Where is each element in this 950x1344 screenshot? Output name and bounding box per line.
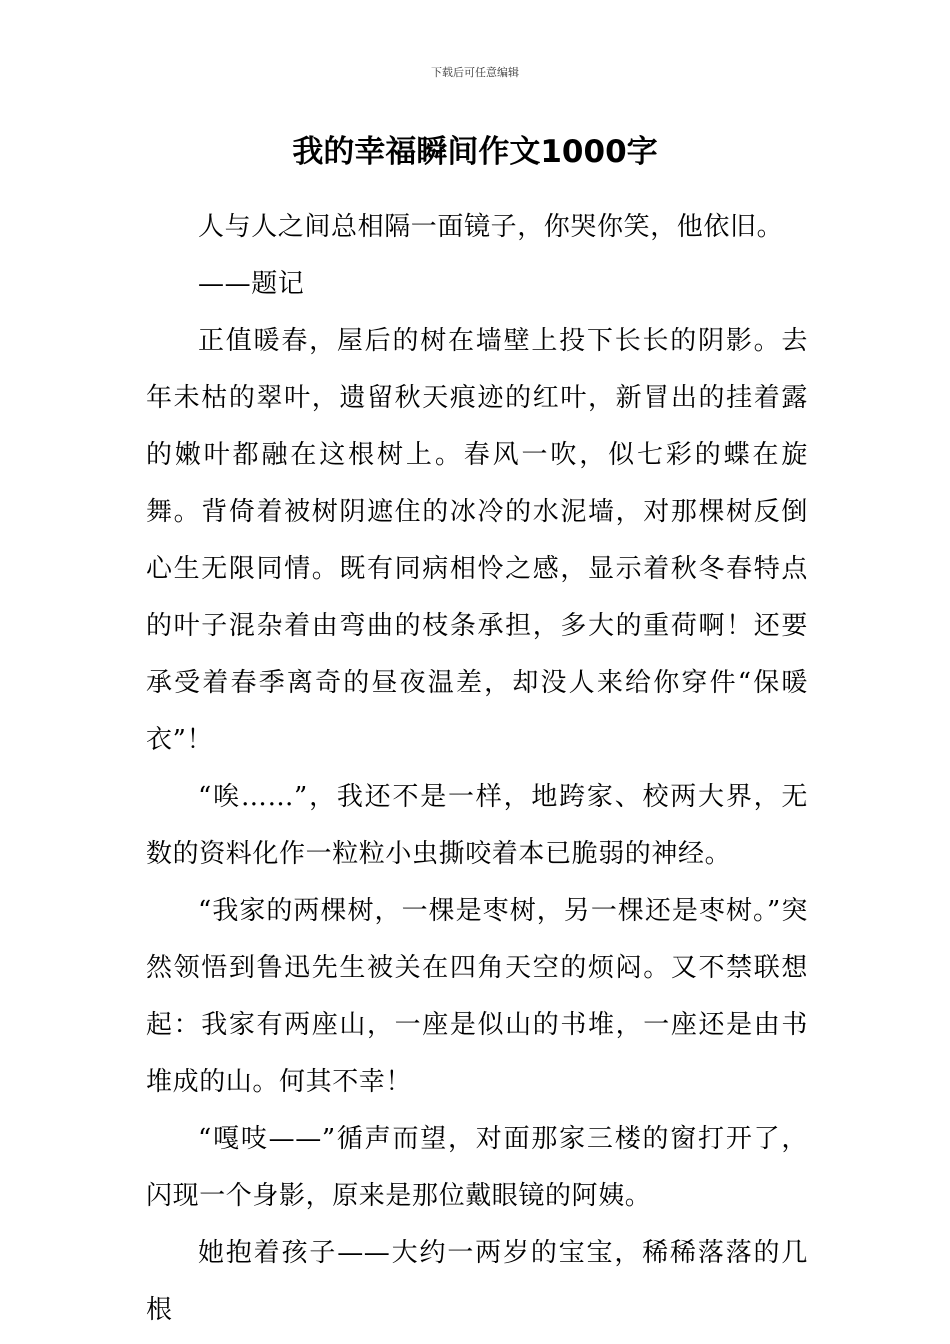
page-title: 我的幸福瞬间作文1000字 xyxy=(292,134,658,170)
paragraph: “唉……”，我还不是一样，地跨家、校两大界，无数的资料化作一粒粒小虫撕咬着本已脆弱的神经。 xyxy=(146,782,808,869)
article-body xyxy=(146,199,808,1339)
paragraph: 正值暖春，屋后的树在墙壁上投下长长的阴影。去年未枯的翠叶，遗留秋天痕迹的红叶，新冒出的挂着露的嫩叶都融在这根树上。春风一吹，似七彩的蝶在旋舞。背倚着被树阴遮住的冰冷的水泥墙，对那棵树反倒心生无限同情。既有同病相怜之感，显示着秋冬春特点的叶子混杂着由弯曲的枝条承担，多大的重荷啊！还要承受着春季离奇的昼夜温差，却没人来给你穿件“保暖衣”！ xyxy=(146,326,808,755)
epigraph-line: 人与人之间总相隔一面镜子，你哭你笑，他依旧。 xyxy=(198,212,784,242)
epigraph-attribution: ——题记 xyxy=(198,269,305,299)
paragraph: 她抱着孩子——大约一两岁的宝宝，稀稀落落的几根 xyxy=(146,1238,808,1325)
paragraph: “我家的两棵树，一棵是枣树，另一棵还是枣树。”突然领悟到鲁迅先生被关在四角天空的烦闷。又不禁联想起：我家有两座山，一座是似山的书堆，一座还是由书堆成的山。何其不幸！ xyxy=(146,896,808,1097)
paragraph: “嘎吱——”循声而望，对面那家三楼的窗打开了，闪现一个身影，原来是那位戴眼镜的阿姨。 xyxy=(146,1124,808,1211)
header-note: 下载后可任意编辑 xyxy=(431,66,519,79)
